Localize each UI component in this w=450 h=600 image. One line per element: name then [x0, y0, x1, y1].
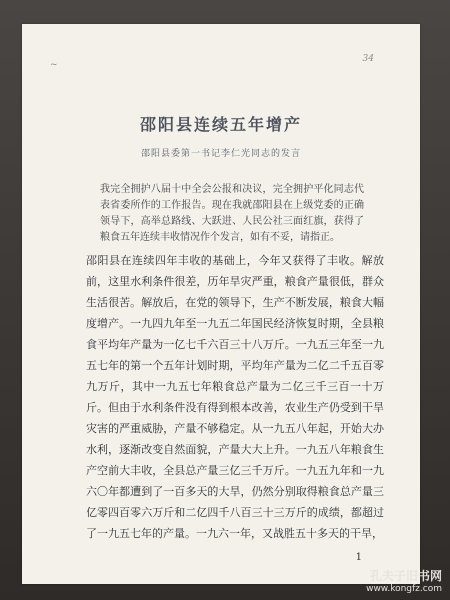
handwritten-corner-mark-left: ~ — [50, 60, 58, 70]
watermark-brand: 孔夫子旧书网 — [369, 569, 442, 583]
page-number: 1 — [355, 552, 362, 563]
body-paragraph: 邵阳县在连续四年丰收的基础上，今年又获得了丰收。解放前，这里水利条件很差，历年旱灾严重，粮食产量很低，群众生活很苦。解放后，在党的领导下，生产不断发展，粮食大幅度增产。一九四九年至一九五二年国民经济恢复时期，全县粮食平均年产量为一亿七千六百三十八万斤。一九五三年至一九五七年的第一个五年计划时期，平均年产量为二亿二千五百零九万斤，其中一九五七年粮食总产量为二亿三千三百一十万斤。但由于水利条件没有得到根本改善，农业生产仍受到干旱灾害的严重威胁，产量不够稳定。从一九五八年起，开始大办水利，逐渐改变自然面貌，产量大大上升。一九五八年粮食生产空前大丰收，全县总产量三亿三千万斤。一九五九年和一九六〇年都遭到了一百多天的大旱，仍然分别取得粮食总产量三亿零四百零六万斤和二亿四千八百三十三万斤的成绩，都超过了一九五七年的产量。一九六一年，又战胜五十多天的干旱， — [86, 254, 384, 540]
document-title: 邵阳县连续五年增产 — [139, 115, 302, 134]
document-subtitle: 邵阳县委第一书记李仁光同志的发言 — [140, 149, 301, 159]
document-page — [22, 24, 420, 584]
watermark-url: www.kongfz.com — [366, 584, 442, 594]
intro-paragraph: 我完全拥护八届十中全会公报和决议，完全拥护平化同志代表省委所作的工作报告。现在我就邵阳县在上级党委的正确领导下，高举总路线、大跃进、人民公社三面红旗，获得了粮食五年连续丰收情况作个发言，如有不妥，请指正。 — [100, 184, 364, 243]
handwritten-page-mark: 34 — [362, 54, 374, 64]
watermark — [366, 567, 442, 594]
